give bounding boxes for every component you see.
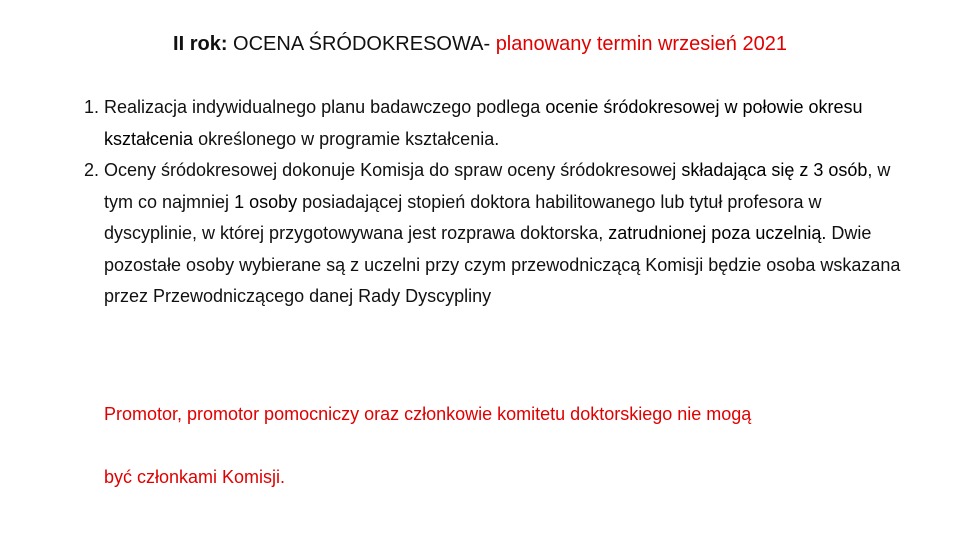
title-year-label: II rok: xyxy=(173,33,228,55)
title-main: OCENA ŚRÓDOKRESOWA- xyxy=(233,33,491,55)
title-planned-date: planowany termin wrzesień 2021 xyxy=(495,33,787,55)
list-item-text: Realizacja indywidualnego planu badawczego podlega xyxy=(104,97,541,117)
list-item-emphasis: 1 osoby xyxy=(234,191,298,212)
list-item-text: , w tym co najmniej xyxy=(104,160,891,212)
numbered-list xyxy=(84,92,914,313)
list-item-emphasis: ocenie śródokresowej w połowie okresu kształcenia xyxy=(104,97,863,149)
list-item-2 xyxy=(84,155,914,313)
list-item-1 xyxy=(84,92,914,155)
list-item-number: 1. xyxy=(84,97,100,117)
list-item-text: posiadającej stopień doktora habilitowanego lub tytuł profesora w dyscyplinie, w której przygotowywana jest rozprawa doktorska, xyxy=(104,191,822,243)
list-item-text: określonego w programie kształcenia. xyxy=(198,128,500,149)
note-line-1: Promotor, promotor pomocniczy oraz członkowie komitetu doktorskiego nie mogą xyxy=(104,404,752,424)
slide-title xyxy=(0,30,960,58)
list-item-emphasis-red: zatrudnionej poza uczelnią xyxy=(608,223,822,243)
list-item-text: Dwie pozostałe osoby wybierane są z uczelni przy czym przewodniczącą Komisji będzie osoba wskazana przez Przewodniczącego danej Rady Dyscypliny xyxy=(104,223,901,306)
list-item-number: 2. xyxy=(84,160,100,180)
list-item-emphasis: składająca się z 3 osób xyxy=(681,160,868,180)
list-item-text: Oceny śródokresowej dokonuje Komisja do spraw oceny śródokresowej xyxy=(104,160,677,180)
note-line-2: być członkami Komisji. xyxy=(104,467,286,487)
list-item-period: . xyxy=(821,223,827,243)
